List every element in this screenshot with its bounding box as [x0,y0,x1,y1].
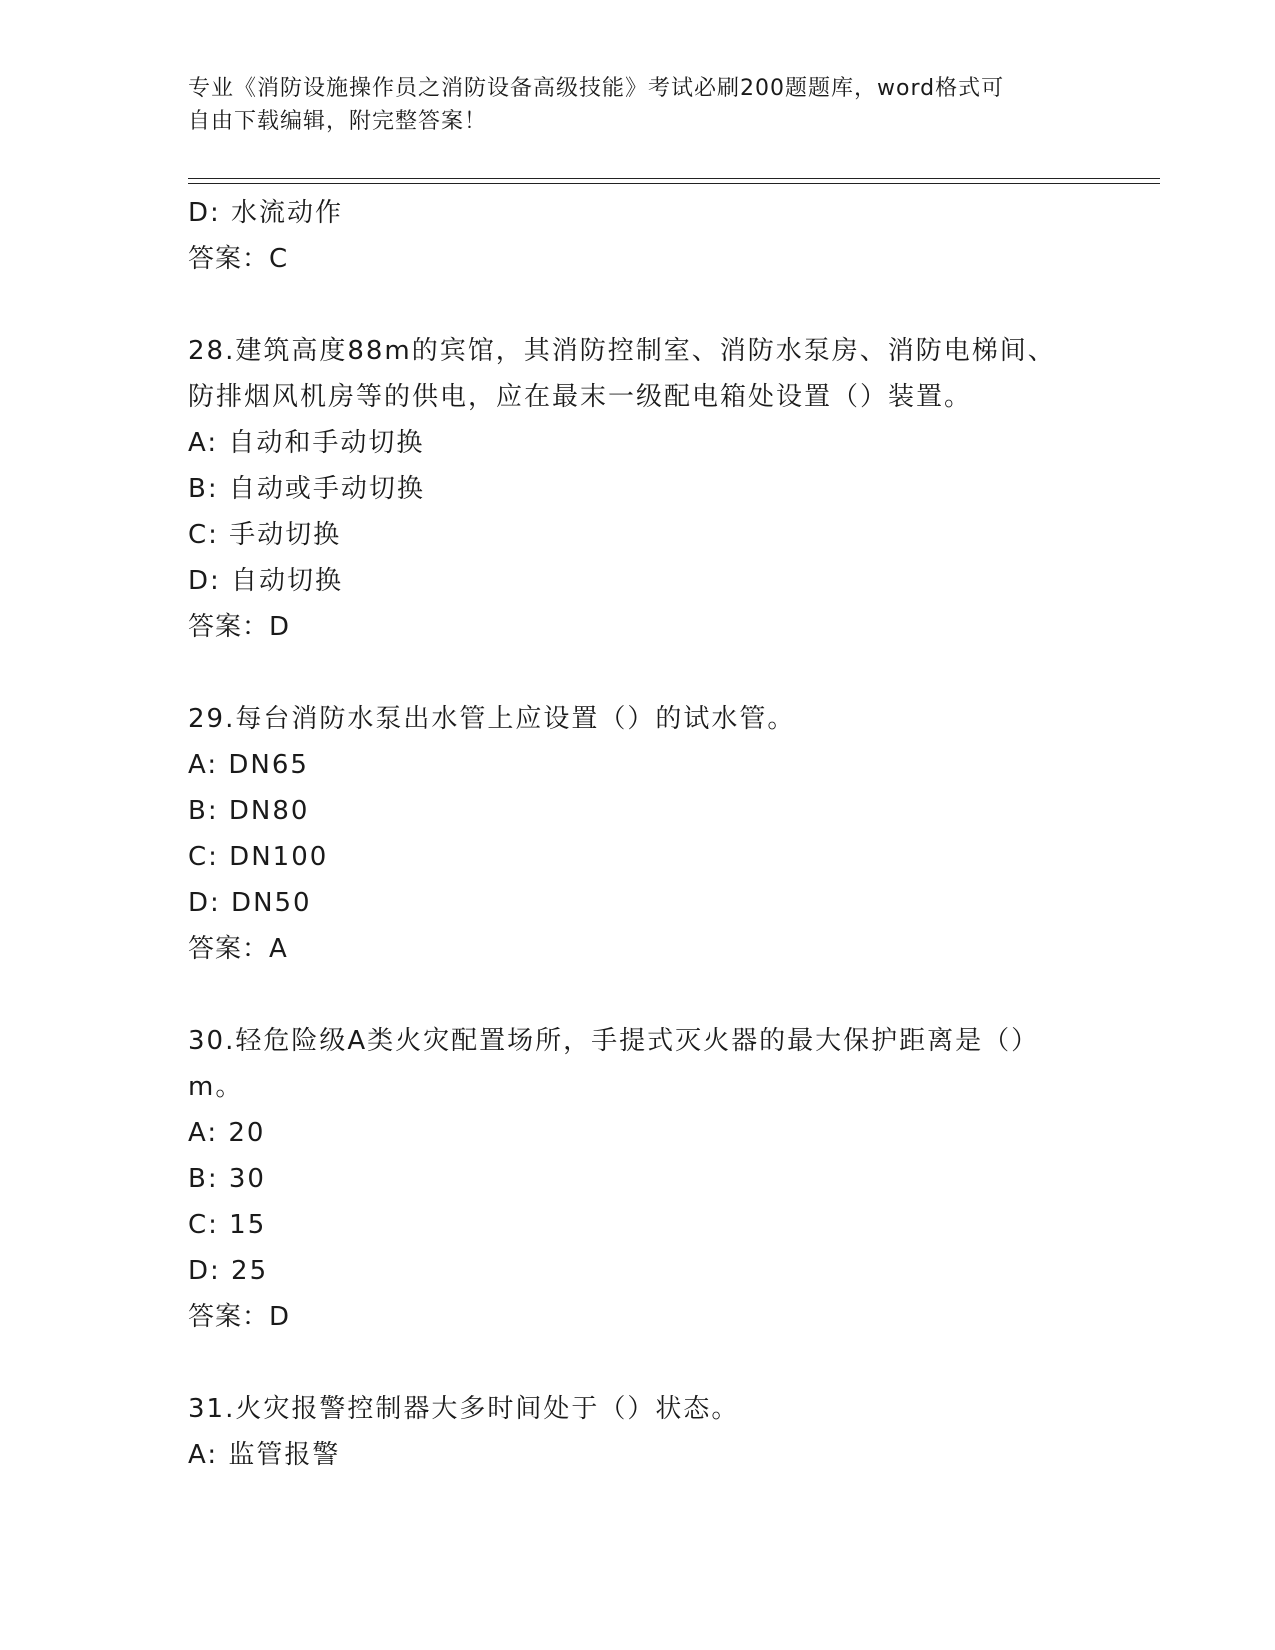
question-30-option-b: B: 30 [188,1164,266,1194]
question-28-answer: 答案：D [188,612,291,642]
question-30-answer: 答案：D [188,1302,291,1332]
question-30-option-c: C: 15 [188,1210,267,1240]
question-28-option-a: A: 自动和手动切换 [188,428,425,458]
question-29-answer: 答案：A [188,934,288,964]
question-30-option-a: A: 20 [188,1118,266,1148]
question-28-stem-line-1: 28.建筑高度88m的宾馆，其消防控制室、消防水泵房、消防电梯间、 [188,336,1056,366]
question-29-option-b: B: DN80 [188,796,310,826]
question-29 [188,696,1088,972]
question-28-stem-line-2: 防排烟风机房等的供电，应在最末一级配电箱处设置（）装置。 [188,382,973,412]
question-30 [188,1018,1088,1340]
question-29-option-c: C: DN100 [188,842,329,872]
spacer [188,282,1088,328]
header-line-2: 自由下载编辑，附完整答案！ [188,109,488,134]
question-28-option-b: B: 自动或手动切换 [188,474,425,504]
question-29-option-a: A: DN65 [188,750,309,780]
header-line-1: 专业《消防设施操作员之消防设备高级技能》考试必刷200题题库，word格式可 [188,76,1005,101]
prev-option-d: D: 水流动作 [188,198,344,228]
question-30-stem-line-2: m。 [188,1072,244,1102]
question-30-stem-line-1: 30.轻危险级A类火灾配置场所，手提式灭火器的最大保护距离是（） [188,1026,1040,1056]
spacer [188,972,1088,1018]
question-list [188,190,1088,1478]
document-header [188,72,1068,138]
prev-answer: 答案：C [188,244,289,274]
question-31-stem-line-1: 31.火灾报警控制器大多时间处于（）状态。 [188,1394,740,1424]
question-28-option-c: C: 手动切换 [188,520,342,550]
question-29-stem-line-1: 29.每台消防水泵出水管上应设置（）的试水管。 [188,704,796,734]
question-28-option-d: D: 自动切换 [188,566,344,596]
question-31-option-a: A: 监管报警 [188,1440,341,1470]
header-divider-top [188,178,1160,179]
spacer [188,650,1088,696]
spacer [188,1340,1088,1386]
question-29-option-d: D: DN50 [188,888,312,918]
question-30-option-d: D: 25 [188,1256,269,1286]
header-divider-bottom [188,183,1160,184]
question-28 [188,328,1088,650]
question-31 [188,1386,1088,1478]
